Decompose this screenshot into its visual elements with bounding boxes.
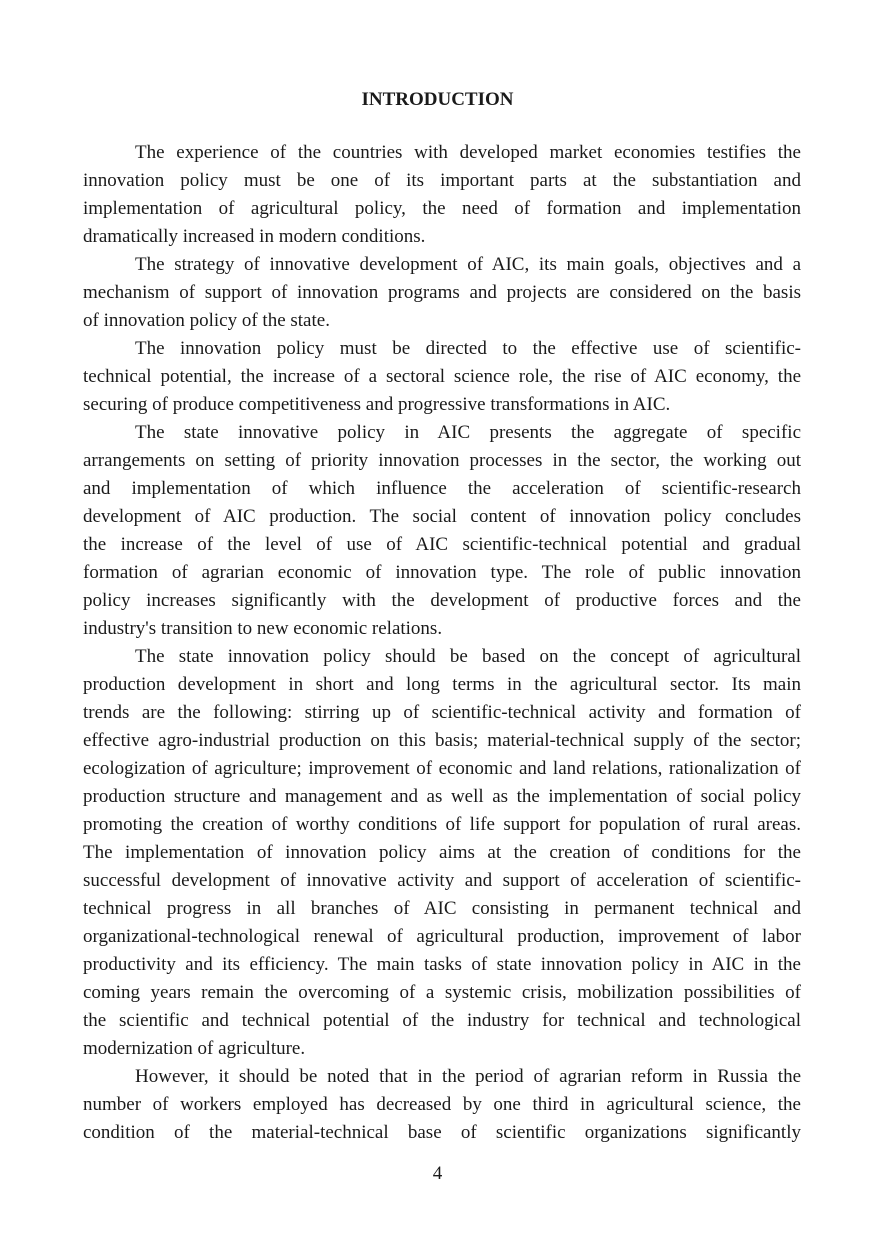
text-line: The strategy of innovative development of AIC, its main goals, objectives and a [135, 254, 801, 275]
paragraph [83, 1063, 801, 1147]
text-line: The experience of the countries with developed market economies testifies the [135, 142, 801, 163]
text-line: technical progress in all branches of AIC consisting in permanent technical and [83, 898, 801, 919]
text-line: technical potential, the increase of a sectoral science role, the rise of AIC economy, the [83, 366, 801, 387]
text-line: effective agro-industrial production on this basis; material-technical supply of the sector; [83, 730, 801, 751]
text-line: organizational-technological renewal of agricultural production, improvement of labor [83, 926, 801, 947]
text-line: the increase of the level of use of AIC scientific-technical potential and gradual [83, 534, 801, 555]
text-line: policy increases significantly with the development of productive forces and the [83, 590, 801, 611]
text-line: coming years remain the overcoming of a systemic crisis, mobilization possibilities of [83, 982, 801, 1003]
text-line: The innovation policy must be directed to the effective use of scientific- [135, 338, 801, 359]
text-line: arrangements on setting of priority innovation processes in the sector, the working out [83, 450, 801, 471]
text-line: ecologization of agriculture; improvement of economic and land relations, rationalization of [83, 758, 801, 779]
paragraph [83, 643, 801, 1063]
text-line: dramatically increased in modern conditions. [83, 226, 426, 247]
text-line: promoting the creation of worthy conditions of life support for population of rural areas. [83, 814, 801, 835]
text-line: The state innovation policy should be based on the concept of agricultural [135, 646, 801, 667]
text-line: number of workers employed has decreased by one third in agricultural science, the [83, 1094, 801, 1115]
page-title: INTRODUCTION [361, 89, 514, 110]
text-line: successful development of innovative activity and support of acceleration of scientific- [83, 870, 801, 891]
text-line: trends are the following: stirring up of scientific-technical activity and formation of [83, 702, 801, 723]
paragraph [83, 139, 801, 251]
text-line: implementation of agricultural policy, the need of formation and implementation [83, 198, 801, 219]
text-line: mechanism of support of innovation programs and projects are considered on the basis [83, 282, 801, 303]
text-line: the scientific and technical potential of the industry for technical and technological [83, 1010, 801, 1031]
text-line: production development in short and long terms in the agricultural sector. Its main [83, 674, 801, 695]
text-line: of innovation policy of the state. [83, 310, 330, 331]
paragraph [83, 335, 801, 419]
text-line: formation of agrarian economic of innovation type. The role of public innovation [83, 562, 801, 583]
text-line: condition of the material-technical base of scientific organizations significantly [83, 1122, 801, 1143]
text-line: development of AIC production. The social content of innovation policy concludes [83, 506, 801, 527]
text-line: and implementation of which influence the acceleration of scientific-research [83, 478, 801, 499]
paragraph [83, 251, 801, 335]
page-number: 4 [432, 1163, 443, 1184]
paragraph [83, 419, 801, 643]
text-line: The implementation of innovation policy aims at the creation of conditions for the [83, 842, 801, 863]
text-line: The state innovative policy in AIC presents the aggregate of specific [135, 422, 801, 443]
document-body [83, 139, 801, 1147]
text-line: productivity and its efficiency. The main tasks of state innovation policy in AIC in the [83, 954, 801, 975]
text-line: industry's transition to new economic relations. [83, 618, 443, 639]
text-line: modernization of agriculture. [83, 1038, 306, 1059]
text-line: However, it should be noted that in the period of agrarian reform in Russia the [135, 1066, 801, 1087]
text-line: innovation policy must be one of its important parts at the substantiation and [83, 170, 801, 191]
text-line: securing of produce competitiveness and progressive transformations in AIC. [83, 394, 671, 415]
text-line: production structure and management and as well as the implementation of social policy [83, 786, 801, 807]
